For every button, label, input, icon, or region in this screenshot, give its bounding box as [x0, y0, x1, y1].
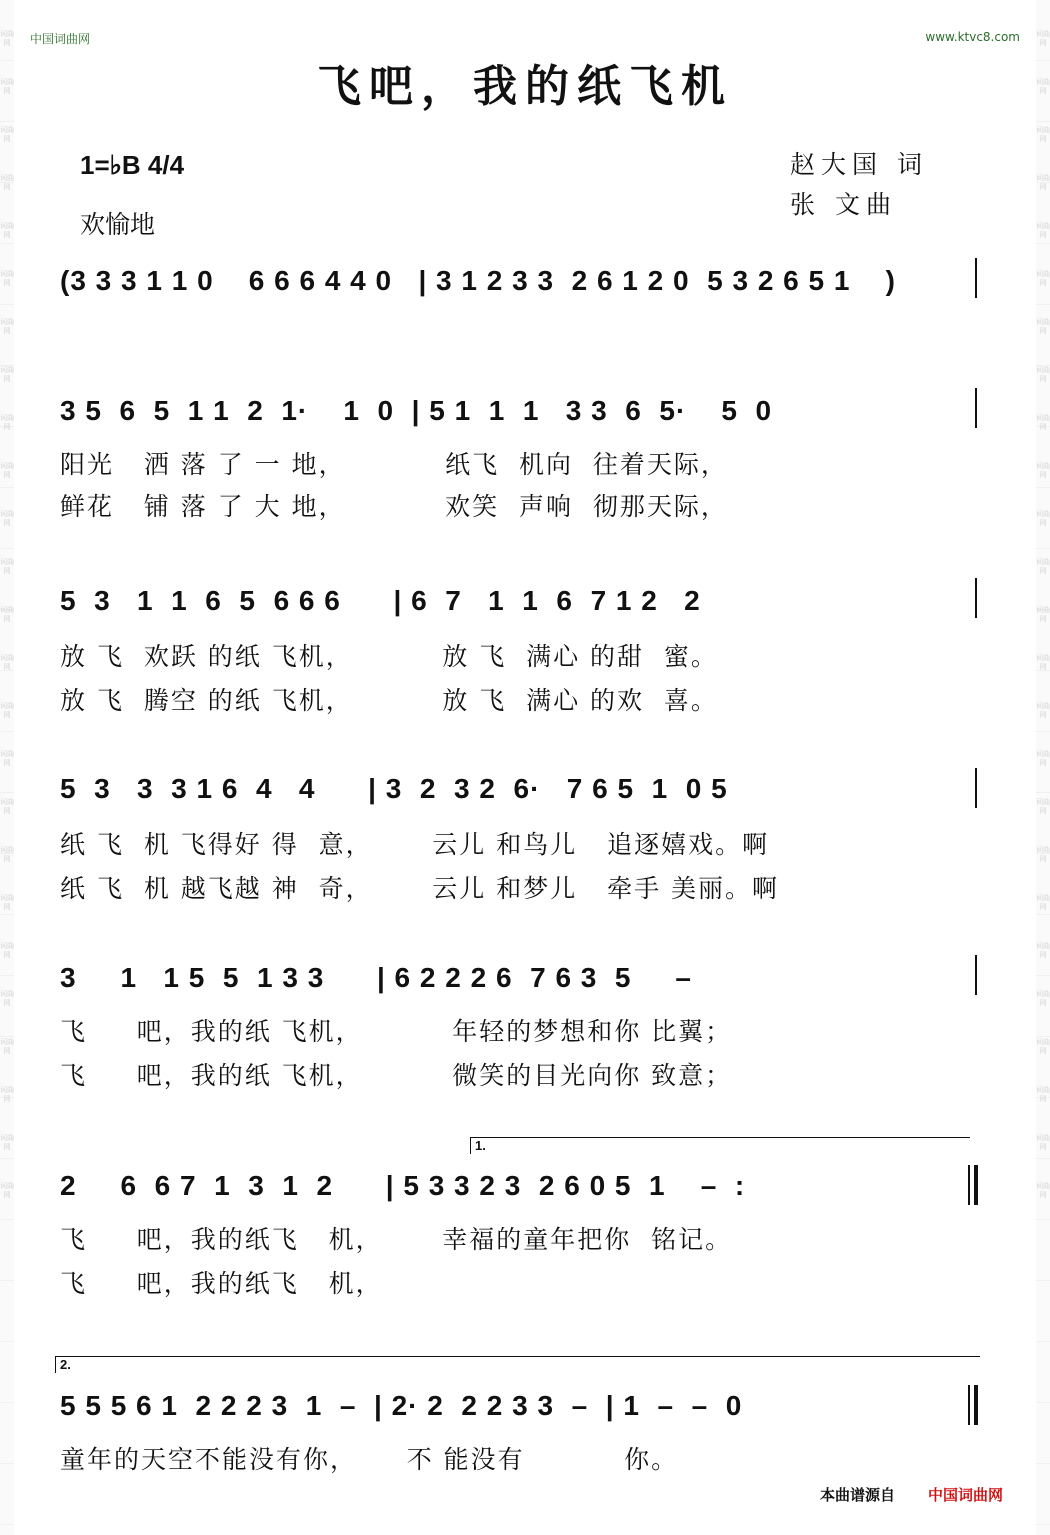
second-ending-bracket: 2. — [55, 1356, 980, 1373]
watermark-glyph: 词曲网 — [1036, 222, 1050, 239]
barline — [975, 768, 977, 808]
watermark-glyph: 词曲网 — [0, 126, 14, 143]
notation-line: 3 1 1 5 5 1 3 3 | 6 2 2 2 6 7 6 3 5 – — [60, 962, 692, 993]
watermark-glyph: 词曲网 — [0, 894, 14, 911]
watermark-glyph: 词曲网 — [0, 78, 14, 95]
notation-line: 2 6 6 7 1 3 1 2 | 5 3 3 2 3 2 6 0 5 1 – : — [60, 1170, 746, 1201]
tempo-marking: 欢愉地 — [80, 210, 156, 239]
barline — [975, 388, 977, 428]
watermark-glyph: 词曲网 — [0, 702, 14, 719]
score-row-4 — [40, 962, 1030, 1102]
watermark-glyph: 词曲网 — [1036, 174, 1050, 191]
repeat-barline-thick — [974, 1165, 978, 1205]
lyric-verse-1: 纸 飞 机 飞得好 得 意， 云儿 和鸟儿 追逐嬉戏。啊 — [60, 830, 770, 859]
watermark-strip-right — [1036, 0, 1050, 1535]
repeat-barline-thin — [968, 1165, 970, 1205]
watermark-strip-left — [0, 0, 14, 1535]
watermark-glyph: 词曲网 — [1036, 750, 1050, 767]
watermark-glyph: 词曲网 — [1036, 846, 1050, 863]
watermark-glyph: 词曲网 — [1036, 318, 1050, 335]
lyric-verse-1: 飞 吧，我的纸 飞机， 年轻的梦想和你 比翼； — [60, 1017, 733, 1046]
watermark-glyph: 词曲网 — [1036, 558, 1050, 575]
score-row-intro — [40, 265, 1030, 325]
score-row-1 — [40, 395, 1030, 535]
score-row-2 — [40, 585, 1030, 725]
watermark-glyph: 词曲网 — [0, 990, 14, 1007]
score-row-3 — [40, 773, 1030, 913]
lyric-verse-1: 童年的天空不能没有你， 不 能没有 你。 — [60, 1445, 679, 1474]
lyric-verse-1: 阳光 洒 落 了 一 地， 纸飞 机向 往着天际， — [60, 450, 728, 479]
watermark-glyph: 词曲网 — [0, 510, 14, 527]
watermark-glyph: 词曲网 — [0, 318, 14, 335]
watermark-glyph: 词曲网 — [0, 1038, 14, 1055]
watermark-glyph: 词曲网 — [0, 798, 14, 815]
watermark-glyph: 词曲网 — [0, 1134, 14, 1151]
site-watermark-right[interactable]: www.ktvc8.com — [925, 30, 1020, 44]
watermark-glyph: 词曲网 — [1036, 366, 1050, 383]
watermark-glyph: 词曲网 — [0, 750, 14, 767]
notation-line: 5 5 5 6 1 2 2 2 3 1 – | 2· 2 2 2 3 3 – | 1 – – 0 — [60, 1390, 743, 1421]
notation-line: 5 3 3 3 1 6 4 4 | 3 2 3 2 6· 7 6 5 1 0 5 — [60, 773, 728, 804]
watermark-glyph: 词曲网 — [1036, 942, 1050, 959]
watermark-glyph: 词曲网 — [1036, 1038, 1050, 1055]
notation-line: (3 3 3 1 1 0 6 6 6 4 4 0 | 3 1 2 3 3 2 6 1 2 0 5 3 2 6 5 1 ) — [60, 265, 896, 296]
watermark-glyph: 词曲网 — [1036, 798, 1050, 815]
lyric-verse-2: 鲜花 铺 落 了 大 地， 欢笑 声响 彻那天际， — [60, 492, 728, 521]
lyric-verse-2: 放 飞 腾空 的纸 飞机， 放 飞 满心 的欢 喜。 — [60, 686, 718, 715]
final-barline-thin — [968, 1385, 970, 1425]
watermark-glyph: 词曲网 — [1036, 30, 1050, 47]
watermark-glyph: 词曲网 — [0, 846, 14, 863]
watermark-glyph: 词曲网 — [0, 654, 14, 671]
barline — [975, 258, 977, 298]
score-row-6 — [40, 1390, 1030, 1480]
site-watermark-left: 中国词曲网 — [30, 32, 91, 46]
watermark-glyph: 词曲网 — [0, 30, 14, 47]
watermark-glyph: 词曲网 — [0, 414, 14, 431]
composer-credit: 张 文曲 — [790, 190, 897, 219]
watermark-glyph: 词曲网 — [0, 174, 14, 191]
watermark-glyph: 词曲网 — [1036, 462, 1050, 479]
notation-line: 5 3 1 1 6 5 6 6 6 | 6 7 1 1 6 7 1 2 2 — [60, 585, 701, 616]
key-signature: 1=♭B 4/4 — [80, 150, 185, 180]
watermark-glyph: 词曲网 — [1036, 510, 1050, 527]
watermark-glyph: 词曲网 — [0, 558, 14, 575]
watermark-glyph: 词曲网 — [0, 270, 14, 287]
watermark-glyph: 词曲网 — [0, 222, 14, 239]
watermark-glyph: 词曲网 — [1036, 1086, 1050, 1103]
watermark-glyph: 词曲网 — [1036, 78, 1050, 95]
final-barline-thick — [974, 1385, 978, 1425]
lyric-verse-1: 飞 吧，我的纸飞 机， 幸福的童年把你 铭记。 — [60, 1225, 733, 1254]
first-ending-bracket: 1. — [470, 1137, 970, 1154]
watermark-glyph: 词曲网 — [1036, 702, 1050, 719]
song-title: 飞吧，我的纸飞机 — [317, 61, 733, 112]
lyricist-credit: 赵大国 词 — [790, 150, 928, 179]
watermark-glyph: 词曲网 — [0, 366, 14, 383]
watermark-glyph: 词曲网 — [0, 606, 14, 623]
barline — [975, 578, 977, 618]
watermark-glyph: 词曲网 — [1036, 270, 1050, 287]
watermark-glyph: 词曲网 — [1036, 126, 1050, 143]
lyric-verse-2: 飞 吧，我的纸飞 机， — [60, 1269, 383, 1298]
source-note: 本曲谱源自 — [820, 1486, 896, 1504]
watermark-glyph: 词曲网 — [0, 462, 14, 479]
notation-line: 3 5 6 5 1 1 2 1· 1 0 | 5 1 1 1 3 3 6 5· 5 0 — [60, 395, 773, 426]
watermark-glyph: 词曲网 — [1036, 894, 1050, 911]
watermark-glyph: 词曲网 — [0, 942, 14, 959]
watermark-glyph: 词曲网 — [1036, 1134, 1050, 1151]
watermark-glyph: 词曲网 — [1036, 654, 1050, 671]
lyric-verse-2: 飞 吧，我的纸 飞机， 微笑的目光向你 致意； — [60, 1061, 733, 1090]
watermark-glyph: 词曲网 — [1036, 990, 1050, 1007]
watermark-glyph: 词曲网 — [1036, 1182, 1050, 1199]
barline — [975, 955, 977, 995]
source-site[interactable]: 中国词曲网 — [928, 1486, 1004, 1504]
lyric-verse-2: 纸 飞 机 越飞越 神 奇， 云儿 和梦儿 牵手 美丽。啊 — [60, 874, 780, 903]
score-row-5 — [40, 1170, 1030, 1310]
watermark-glyph: 词曲网 — [0, 1086, 14, 1103]
lyric-verse-1: 放 飞 欢跃 的纸 飞机， 放 飞 满心 的甜 蜜。 — [60, 642, 718, 671]
watermark-glyph: 词曲网 — [1036, 414, 1050, 431]
watermark-glyph: 词曲网 — [0, 1182, 14, 1199]
watermark-glyph: 词曲网 — [1036, 606, 1050, 623]
